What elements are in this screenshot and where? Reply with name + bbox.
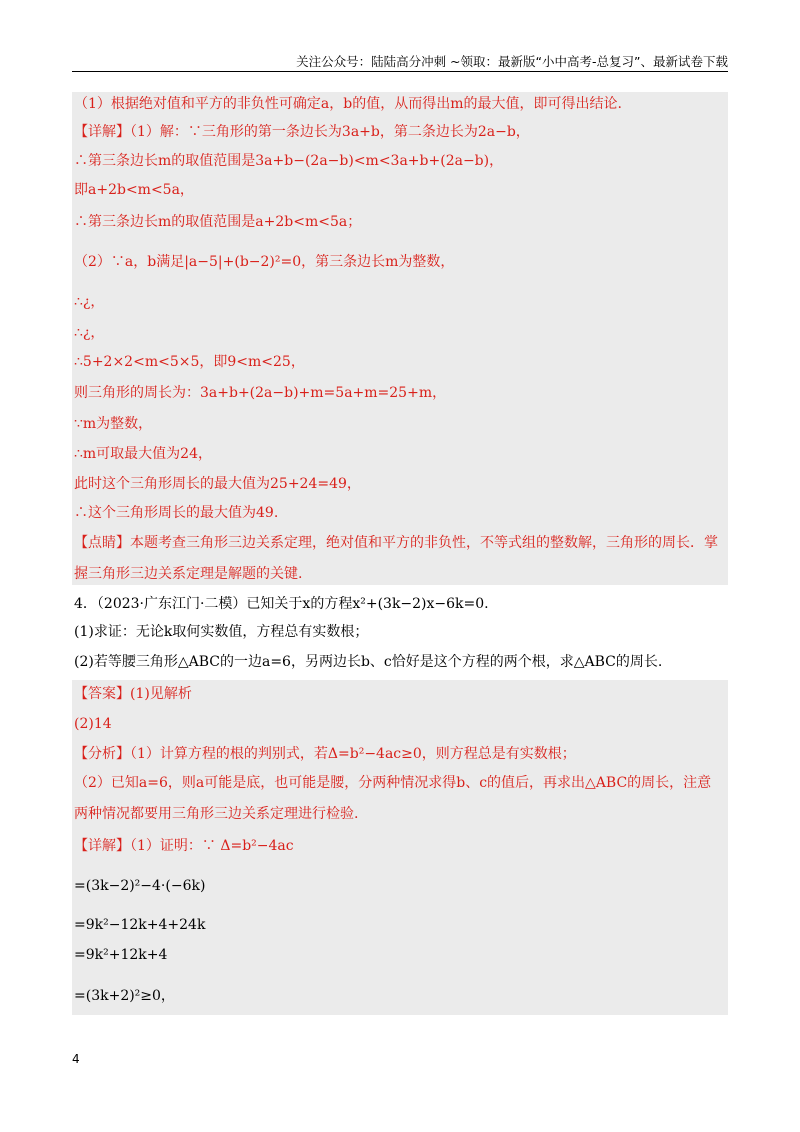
text-line: =9k²+12k+4 (74, 947, 168, 963)
text-line: ∴第三条边长m的取值范围是a+2b<m<5a； (74, 214, 362, 230)
text-line: ∴5+2×2<m<5×5，即9<m<25， (74, 354, 305, 370)
text-line: (2)若等腰三角形△ABC的一边a=6，另两边长b、c恰好是这个方程的两个根，求△ABC的周长. (74, 654, 663, 670)
text-line: （2）已知a=6，则a可能是底，也可能是腰，分两种情况求得b、c的值后，再求出△ABC的周长，注意 (74, 775, 712, 791)
text-line: ∴¿， (74, 294, 105, 310)
text-line: 此时这个三角形周长的最大值为25+24=49， (74, 476, 361, 492)
text-line: 【详解】（1）证明：∵ Δ=b²−4ac (74, 838, 294, 854)
text-line: ∴m可取最大值为24， (74, 446, 212, 462)
text-line: 握三角形三边关系定理是解题的关键. (74, 566, 303, 582)
header-rule (72, 71, 728, 72)
text-line: 即a+2b<m<5a， (74, 182, 194, 198)
text-line: （1）根据绝对值和平方的非负性可确定a，b的值，从而得出m的最大值，即可得出结论. (74, 96, 622, 112)
text-line: =9k²−12k+4+24k (74, 917, 206, 933)
page-number: 4 (72, 1052, 80, 1066)
text-line: (1)求证：无论k取何实数值，方程总有实数根； (74, 624, 369, 640)
text-line: =(3k−2)²−4·(−6k) (74, 878, 206, 894)
text-line: ∵m为整数， (74, 416, 153, 432)
page-header: 关注公众号：陆陆高分冲刺 ~领取：最新版“小中高考-总复习”、最新试卷下载 (296, 54, 728, 69)
text-line: ∴第三条边长m的取值范围是3a+b−(2a−b)<m<3a+b+(2a−b)， (74, 153, 504, 169)
text-line: 【分析】（1）计算方程的根的判别式，若Δ=b²−4ac≥0，则方程总是有实数根； (74, 746, 576, 762)
text-line: 【点睛】本题考查三角形三边关系定理，绝对值和平方的非负性，不等式组的整数解，三角形的周长．掌 (74, 535, 718, 551)
text-line: 【详解】（1）解：∵三角形的第一条边长为3a+b，第二条边长为2a−b， (74, 124, 530, 140)
text-line: （2）∵a，b满足|a−5|+(b−2)²=0，第三条边长m为整数， (74, 254, 455, 270)
text-line: ∴这个三角形周长的最大值为49. (74, 505, 279, 521)
text-line: =(3k+2)²≥0， (74, 988, 175, 1004)
text-line: 4．（2023·广东江门·二模）已知关于x的方程x²+(3k−2)x−6k=0. (74, 596, 489, 612)
text-line: (2)14 (74, 716, 112, 732)
text-line: 则三角形的周长为：3a+b+(2a−b)+m=5a+m=25+m， (74, 385, 447, 401)
text-line: 【答案】(1)见解析 (74, 686, 192, 702)
text-line: 两种情况都要用三角形三边关系定理进行检验. (74, 806, 359, 822)
text-line: ∴¿， (74, 325, 105, 341)
